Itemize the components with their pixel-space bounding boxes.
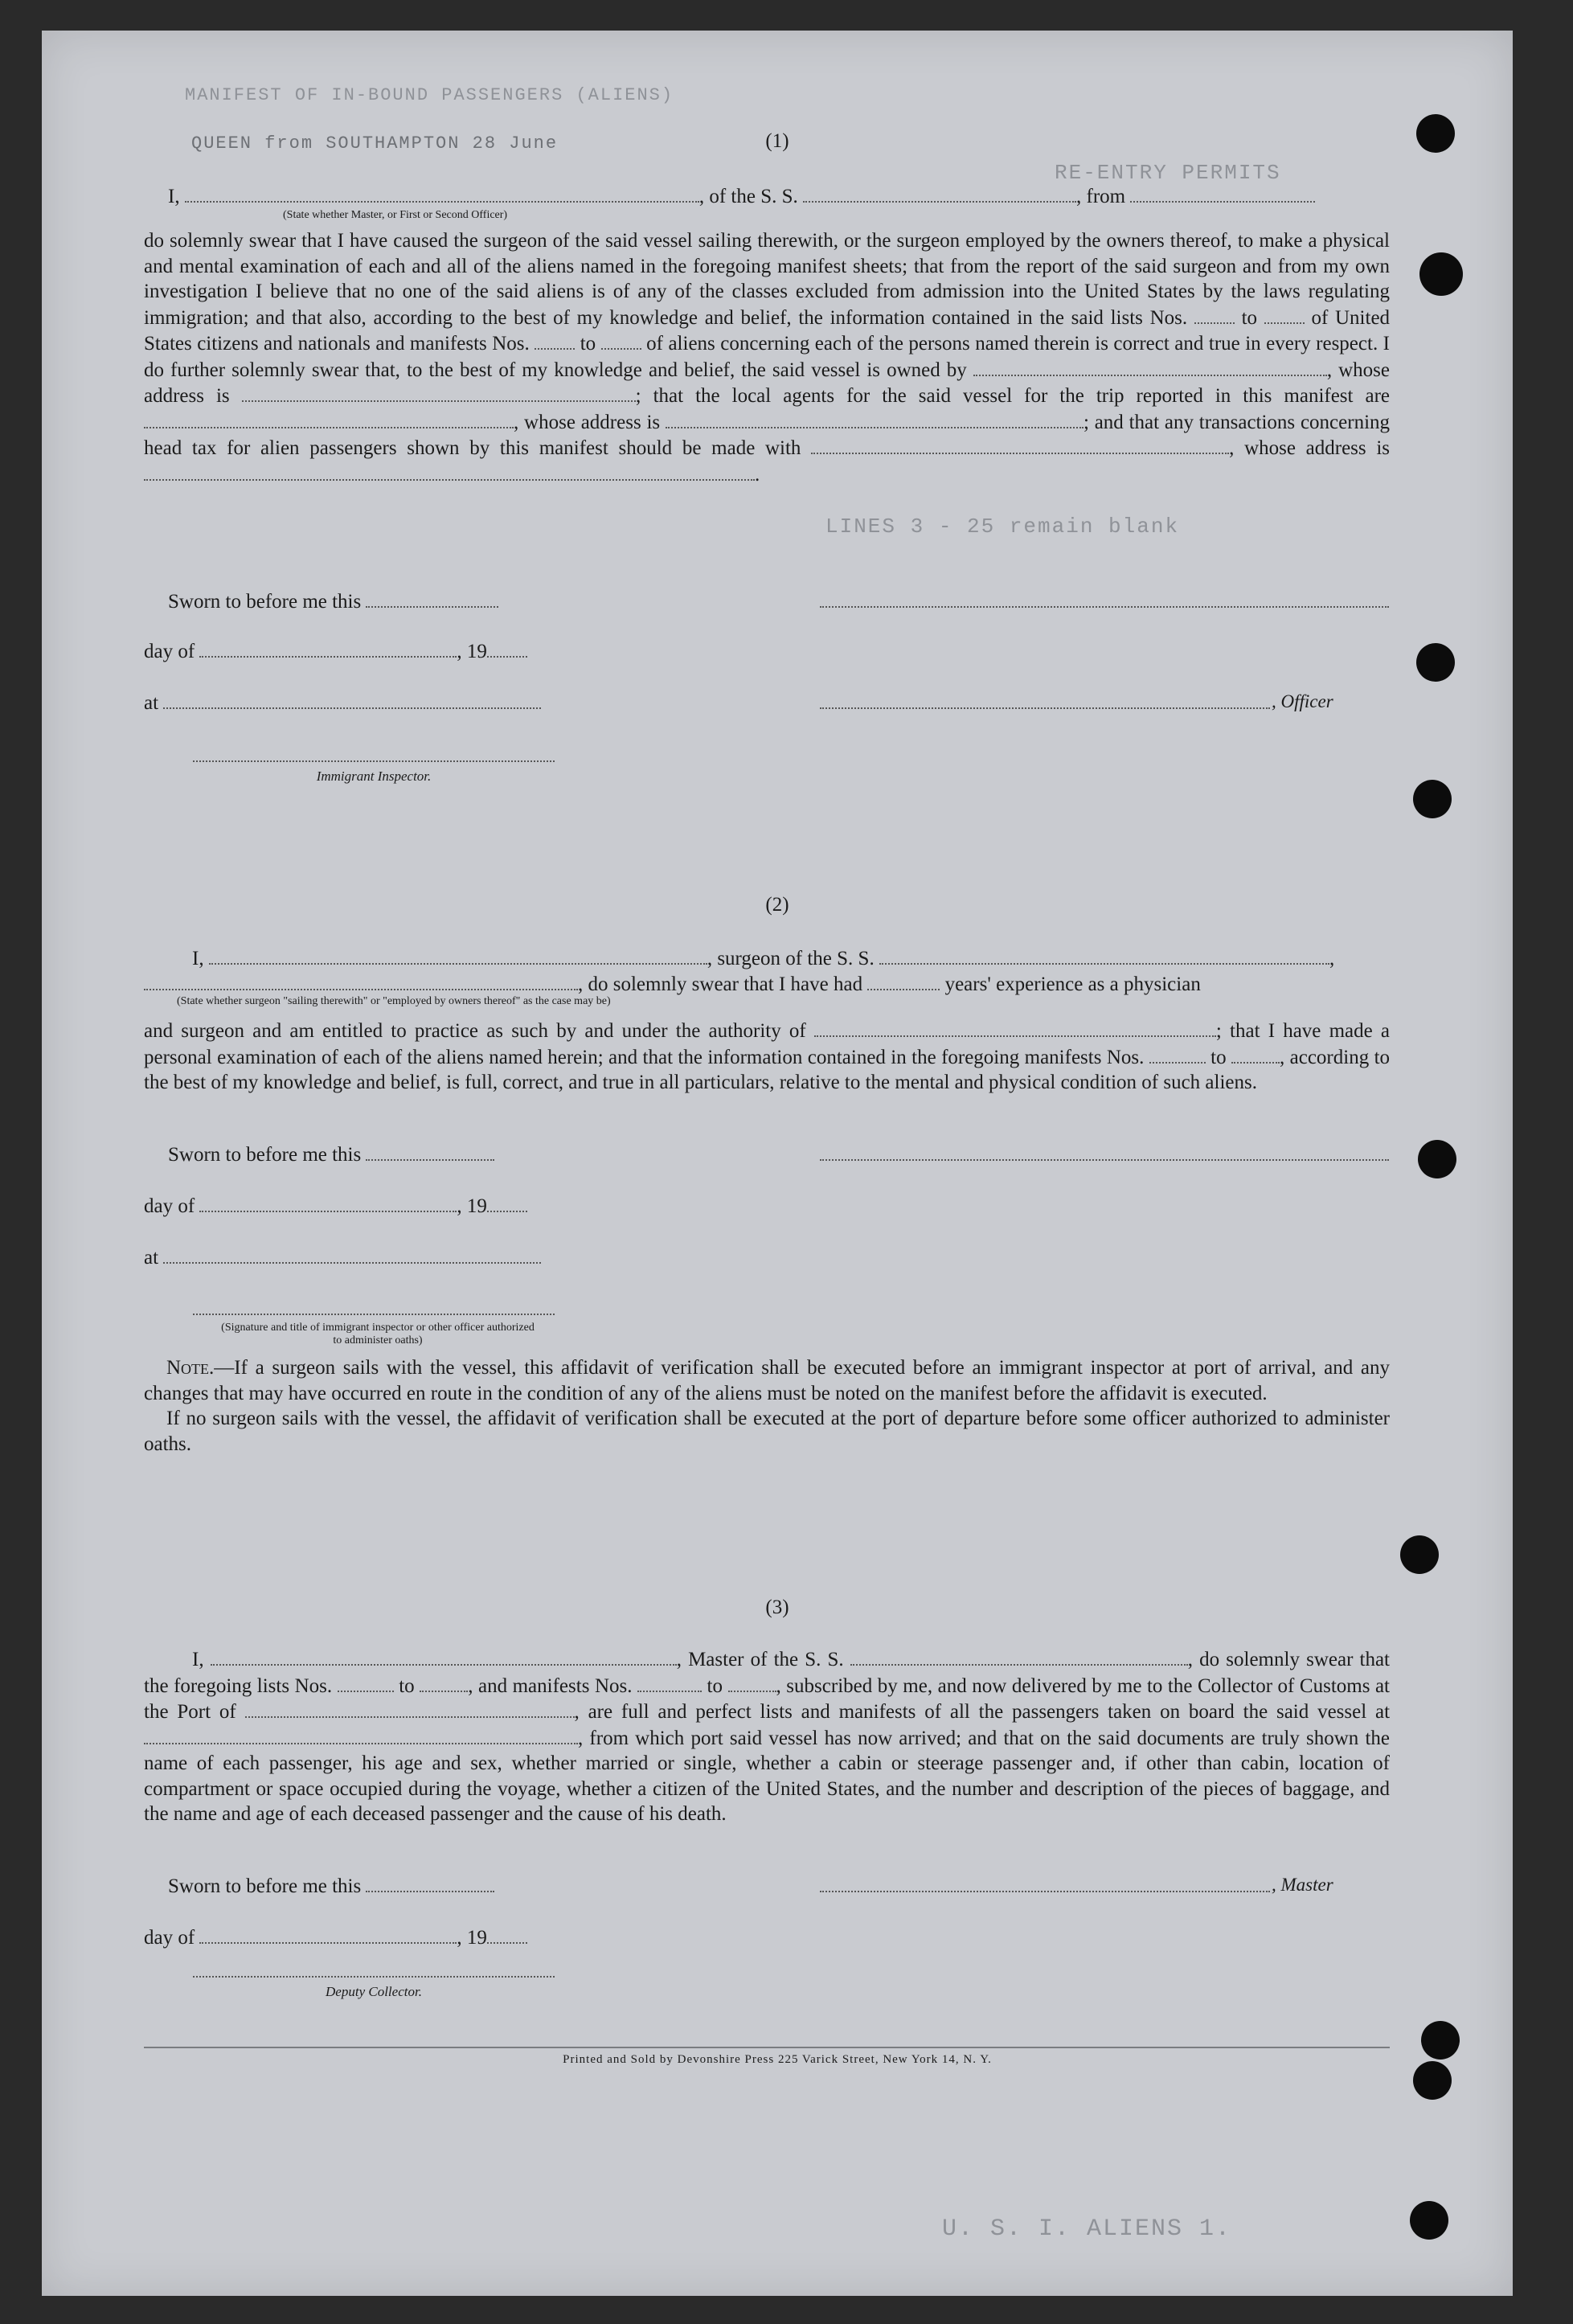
section-2-oath: and surgeon and am entitled to practice as such by and under the authority of ; that I have made a personal examination of each of the aliens named herein; and that the information contained in the foregoing manifests Nos. to , according to the best of my knowledge and belief, is full, correct, and true in all particulars, relative to the mental and physical condition of such aliens.	[144, 1018, 1390, 1096]
collector-label: Deputy Collector.	[326, 1984, 422, 1999]
ship-stamp: QUEEN from SOUTHAMPTON 28 June	[191, 133, 559, 154]
authorized-signature-line	[193, 1314, 555, 1315]
reentry-stamp: RE-ENTRY PERMITS	[1055, 161, 1281, 185]
collector-signature-line	[193, 1976, 555, 1978]
punch-hole	[1419, 252, 1463, 296]
section-1-intro: I, , of the S. S. , from	[144, 183, 1390, 209]
officer-label: , Officer	[1272, 691, 1333, 711]
master-label: , Master	[1272, 1875, 1333, 1895]
punch-hole	[1413, 780, 1452, 818]
manifest-page	[42, 31, 1513, 2296]
section-2-swear: , do solemnly swear that I have had years' experience as a physician	[144, 971, 1390, 997]
section-2-number: (2)	[765, 894, 789, 916]
section-1-number: (1)	[765, 130, 789, 152]
inspector-label: Immigrant Inspector.	[316, 769, 432, 784]
section-3-oath: I, , Master of the S. S. , do solemnly swear that the foregoing lists Nos. to , and manifests Nos. to , subscribed by me, and now delivered by me to the Collector of Customs at the Port of , are full and perfect lists and manifests of all the passengers taken on board the said vessel at , from which port said vessel has now arrived; and that on the said documents are truly shown the name of each passenger, his age and sex, whether married or single, whether a cabin or steerage passenger and, if other than cabin, location of compartment or space occupied during the voyage, whether a citizen of the United States, and the number and description of the pieces of baggage, and the name and age of each deceased passenger and the cause of his death.	[144, 1646, 1390, 1827]
officer-signature-line	[820, 707, 1270, 709]
section-2-signature-line	[820, 1159, 1389, 1161]
manifest-stamp: MANIFEST OF IN-BOUND PASSENGERS (ALIENS)	[185, 85, 674, 105]
surgeon-note: (State whether surgeon "sailing therewith" or "employed by owners thereof" as the case may be)	[177, 995, 611, 1007]
printer-imprint: Printed and Sold by Devonshire Press 225 Varick Street, New York 14, N. Y.	[563, 2053, 992, 2066]
section-3-number: (3)	[765, 1596, 789, 1618]
punch-hole	[1410, 2201, 1448, 2240]
section-2-intro: I, , surgeon of the S. S. ,	[144, 945, 1390, 971]
section-1-sworn: Sworn to before me this	[144, 588, 1390, 614]
section-1-day: day of , 19	[144, 638, 1390, 664]
punch-hole	[1400, 1535, 1439, 1574]
section-1-oath: do solemnly swear that I have caused the surgeon of the said vessel sailing therewith, or the surgeon employed by the owners thereof, to make a physical and mental examination of each and all of the aliens named in the foregoing manifest sheets; that from the report of the said surgeon and from my own investigation I believe that no one of the said aliens is of any of the classes excluded from admission into the United States by the laws regulating immigration; and that also, according to the best of my knowledge and belief, the information contained in the said lists Nos. to of United States citizens and nationals and manifests Nos. to of aliens concerning each of the persons named therein is correct and true in every respect. I do further solemnly swear that, to the best of my knowledge and belief, the said vessel is owned by , whose address is ; that the local agents for the said vessel for the trip reported in this manifest are , whose address is ; and that any transactions concerning head tax for alien passengers shown by this manifest should be made with , whose address is .	[144, 230, 1391, 486]
section-2-at: at	[144, 1244, 1390, 1270]
bottom-stamp: U. S. I. ALIENS 1.	[942, 2215, 1232, 2243]
section-3-day: day of , 19	[144, 1924, 1390, 1950]
officer-note: (State whether Master, or First or Second Officer)	[283, 209, 508, 221]
section-2-day: day of , 19	[144, 1193, 1390, 1219]
punch-hole	[1418, 1140, 1456, 1178]
punch-hole	[1416, 643, 1455, 682]
footer-rule	[144, 2047, 1390, 2048]
section-2-sworn: Sworn to before me this	[144, 1142, 1390, 1167]
inspector-signature-line	[193, 760, 555, 762]
section-1-signature-line	[820, 606, 1389, 608]
section-2-note: Note.—If a surgeon sails with the vessel, this affidavit of verification shall be executed before an immigrant inspector at port of arrival, and any changes that may have occurred en route in the condition of any of the aliens must be noted on the manifest before the affidavit is executed. If no surgeon sails with the vessel, the affidavit of verification shall be executed at the port of departure before some officer authorized to administer oaths.	[144, 1357, 1390, 1455]
lines-blank-stamp: LINES 3 - 25 remain blank	[825, 514, 1180, 539]
section-1-at: at	[144, 690, 1390, 715]
punch-hole	[1413, 2061, 1452, 2100]
signature-note: (Signature and title of immigrant inspector or other officer authorized to administer oaths)	[221, 1322, 535, 1346]
master-signature-line	[820, 1891, 1270, 1892]
section-3-sworn: Sworn to before me this	[144, 1873, 1390, 1899]
